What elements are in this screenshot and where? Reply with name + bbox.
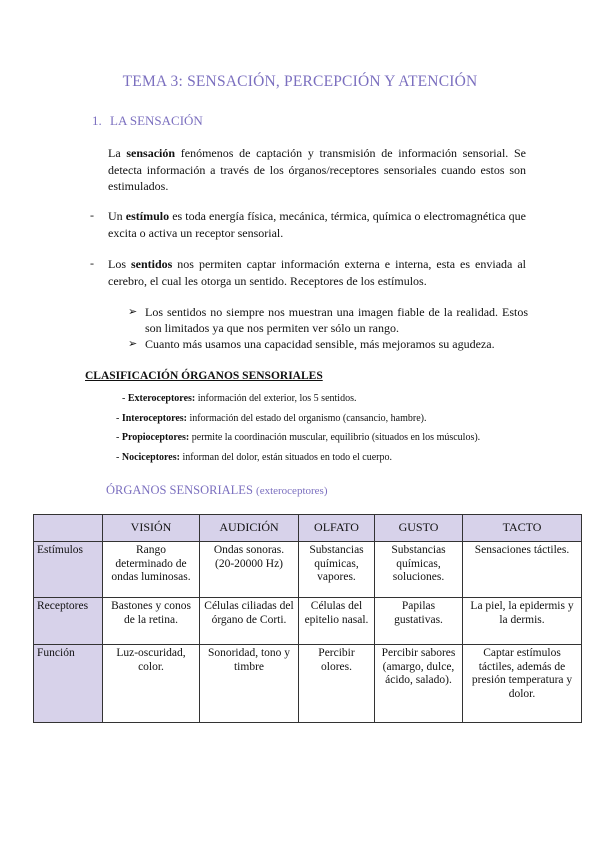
receptor-desc: informan del dolor, están situados en todo el cuerpo. (179, 451, 393, 463)
organos-subtitle: (exteroceptores) (256, 485, 328, 497)
sense-organs-table (33, 514, 582, 723)
bold-term: sensación (126, 146, 176, 160)
table-header-cell: OLFATO (299, 515, 375, 542)
table-cell: Rango determinado de ondas luminosas. (103, 542, 200, 598)
table-cell: Células del epitelio nasal. (299, 598, 375, 645)
receptor-term: Exteroceptores: (127, 393, 196, 404)
bold-term: sentidos (130, 257, 173, 271)
table-header-cell: AUDICIÓN (200, 515, 299, 542)
receptor-term: Nociceptores: (121, 451, 180, 463)
table-cell: Papilas gustativas. (375, 598, 463, 645)
table-header-cell: TACTO (463, 515, 582, 542)
table-cell: Células ciliadas del órgano de Corti. (200, 598, 299, 645)
row-label: Receptores (34, 598, 103, 645)
receptor-desc: información del estado del organismo (cansancio, hambre). (187, 412, 427, 424)
arrow-bullet-icon: ➢ (128, 337, 138, 350)
table-cell: Bastones y conos de la retina. (103, 598, 200, 645)
table-cell: Sensaciones táctiles. (463, 542, 582, 598)
text-run: fenómenos de captación y transmisión de información sensorial. Se detecta información a través de los órganos/receptores sensoriales cuando estos son estimulados. (108, 146, 527, 193)
table-row (34, 645, 582, 723)
bullet-dash: - (90, 256, 94, 270)
organos-title: ÓRGANOS SENSORIALES (106, 483, 253, 497)
table-cell: Sonoridad, tono y timbre (200, 645, 299, 723)
arrow-item-text: Los sentidos no siempre nos muestran una imagen fiable de la realidad. Estos son limitados ya que nos permiten ver sólo un rango. (145, 305, 528, 335)
receptor-term: Interoceptores: (121, 412, 188, 424)
text-run: Un (108, 209, 126, 223)
table-cell: Percibir sabores (amargo, dulce, ácido, salado). (375, 645, 463, 723)
table-header-cell: GUSTO (375, 515, 463, 542)
table-row (34, 542, 582, 598)
table-header-cell (34, 515, 103, 542)
table-cell: Captar estímulos táctiles, además de presión temperatura y dolor. (463, 645, 582, 723)
bullet-dash: - (90, 208, 94, 222)
clasificacion-heading: CLASIFICACIÓN ÓRGANOS SENSORIALES (85, 370, 323, 382)
table-header-row (34, 515, 582, 542)
receptor-list (116, 389, 480, 467)
table-cell: Ondas sonoras. (20-20000 Hz) (200, 542, 299, 598)
arrow-item (128, 304, 528, 336)
table-cell: La piel, la epidermis y la dermis. (463, 598, 582, 645)
text-run: Los (108, 257, 131, 271)
page-title: TEMA 3: SENSACIÓN, PERCEPCIÓN Y ATENCIÓN (122, 73, 478, 90)
arrow-item-text: Cuanto más usamos una capacidad sensible, más mejoramos su agudeza. (145, 337, 495, 351)
receptor-desc: información del exterior, los 5 sentidos. (195, 393, 357, 404)
paragraph-sensacion (108, 145, 526, 195)
section-title: LA SENSACIÓN (110, 113, 203, 128)
section-heading (92, 113, 203, 129)
text-run: nos permiten captar información externa e interna, esta es enviada al cerebro, el cual les otorga un sentido. Receptores de los estímulos. (108, 257, 526, 288)
section-number: 1. (92, 113, 102, 128)
row-label: Estímulos (34, 542, 103, 598)
bold-term: estímulo (125, 209, 170, 223)
organos-heading (106, 483, 328, 498)
table-cell: Percibir olores. (299, 645, 375, 723)
bullet-estimulo (108, 208, 526, 241)
table-row (34, 598, 582, 645)
arrow-item (128, 336, 528, 352)
row-label: Función (34, 645, 103, 723)
receptor-term: Propioceptores: (121, 432, 190, 443)
text-run: La (108, 146, 127, 160)
arrow-bullet-icon: ➢ (128, 305, 138, 318)
text-run: es toda energía física, mecánica, térmica, química o electromagnética que excita o activa un receptor sensorial. (108, 209, 526, 240)
receptor-item: - Interoceptores: información del estado del organismo (cansancio, hambre). (116, 412, 427, 424)
receptor-item: - Nociceptores: informan del dolor, están situados en todo el cuerpo. (116, 451, 393, 463)
table-cell: Substancias químicas, soluciones. (375, 542, 463, 598)
receptor-item: - Exteroceptores: información del exterior, los 5 sentidos. (122, 393, 357, 404)
table-cell: Substancias químicas, vapores. (299, 542, 375, 598)
table-cell: Luz-oscuridad, color. (103, 645, 200, 723)
table-header-cell: VISIÓN (103, 515, 200, 542)
receptor-item: - Propioceptores: permite la coordinación muscular, equilibrio (situados en los músculos). (116, 432, 481, 443)
arrow-list (128, 304, 528, 352)
bullet-sentidos (108, 256, 526, 289)
receptor-desc: permite la coordinación muscular, equilibrio (situados en los músculos). (189, 432, 481, 443)
